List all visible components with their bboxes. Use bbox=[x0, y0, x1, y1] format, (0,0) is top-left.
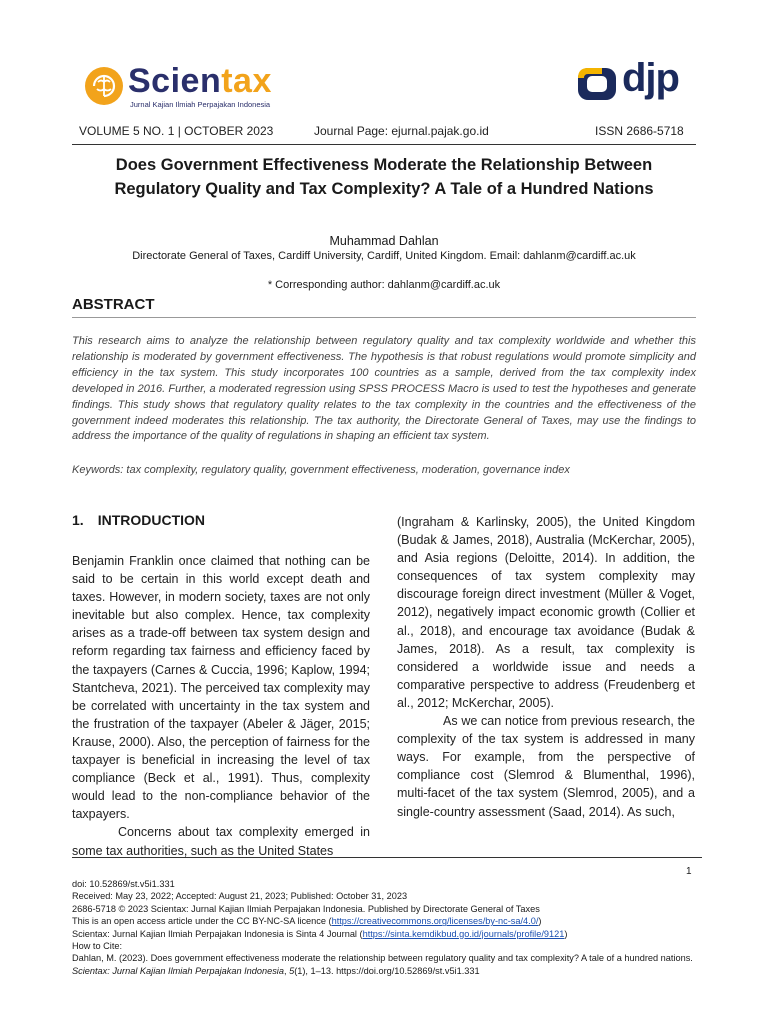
djp-emblem-icon bbox=[576, 64, 620, 102]
brain-icon bbox=[82, 64, 126, 108]
issn: ISSN 2686-5718 bbox=[595, 124, 684, 138]
author-affiliation: Directorate General of Taxes, Cardiff University, Cardiff, United Kingdom. Email: dahlanm@cardiff.ac.uk bbox=[132, 250, 636, 262]
corresponding-author: * Corresponding author: dahlanm@cardiff.ac.uk bbox=[267, 279, 501, 291]
keywords: Keywords: tax complexity, regulatory quality, government effectiveness, moderation, governance index bbox=[72, 464, 570, 476]
abstract-divider bbox=[72, 317, 696, 318]
doi: doi: 10.52869/st.v5i1.331 bbox=[72, 879, 175, 889]
license-link[interactable]: https://creativecommons.org/licenses/by-nc-sa/4.0/ bbox=[331, 916, 539, 927]
footer-divider bbox=[72, 857, 702, 858]
column-left bbox=[72, 552, 370, 860]
paragraph: (Ingraham & Karlinsky, 2005), the United Kingdom (Budak & James, 2018), Australia (McKerchar, 2005), and Asia regions (Deloitte, 2014). In addition, the consequences of tax system complexity may discourage foreign direct investment (Müller & Voget, 2012), negatively impact economic growth (Collier et al., 2018), and encourage tax avoidance (Budak & James, 2018). As a result, tax complexity is considered a worldwide issue and needs a comparative perspective to address (Freudenberg et al., 2012; McKerchar, 2005). bbox=[397, 515, 695, 710]
cite-label: How to Cite: bbox=[72, 941, 123, 952]
paragraph: Concerns about tax complexity emerged in some tax authorities, such as the United States bbox=[72, 825, 370, 858]
license-line: This is an open access article under the CC BY-NC-SA licence (https://creativecommons.org/licenses/by-nc-sa/4.0/) bbox=[72, 916, 542, 927]
abstract-text: This research aims to analyze the relationship between regulatory quality and tax complexity worldwide and whether this relationship is moderated by government effectiveness. The hypothesis is that robust regulations would promote simplicity and efficiency in the tax system. This study incorporates 100 countries as a sample, derived from the tax complexity index developed in 2016. Further, a moderated regression using SPSS PROCESS Macro is used to test the hypotheses and generate findings. This study shows that regulatory quality relates to the tax complexity in the countries and the effectiveness of the government indeed moderates this relationship. The tax authority, the Directorate General of Taxes, may use the findings to address the importance of the quality of regulations in shaping an efficient tax system. bbox=[72, 335, 696, 443]
column-right bbox=[397, 513, 695, 821]
djp-logo bbox=[576, 56, 686, 108]
paragraph: Benjamin Franklin once claimed that nothing can be said to be certain in this world except death and taxes. However, in modern society, taxes are not only inevitable but also complex. Hence, tax complexity arises as a trade-off between tax system design and reform regarding tax fairness and efficiency faced by the taxpayers (Carnes & Cuccia, 1996; Kaplow, 1994; Stantcheva, 2021). The perceived tax complexity may be correlated with uncertainty in the tax system and the frustration of the taxpayer (Abeler & Jäger, 2015; Krause, 2000). Also, the perception of fairness for the taxpayer is beneficial in increasing the level of tax compliance (Beck et al., 1991). Thus, complexity would lead to the non-compliance behavior of the taxpayers. bbox=[72, 554, 370, 822]
footer-notes bbox=[72, 878, 702, 977]
section-number: 1. bbox=[72, 512, 84, 528]
sinta-line: Scientax: Jurnal Kajian Ilmiah Perpajakan Indonesia is Sinta 4 Journal (https://sinta.kemdikbud.go.id/journals/profile/9121) bbox=[72, 928, 568, 939]
title-line-1: Does Government Effectiveness Moderate the Relationship Between bbox=[115, 156, 653, 174]
copyright: 2686-5718 © 2023 Scientax: Jurnal Kajian Ilmiah Perpajakan Indonesia. Published by Directorate General of Taxes bbox=[72, 903, 540, 914]
paragraph: As we can notice from previous research, the complexity of the tax system is addressed in many ways. For example, from the perspective of compliance cost (Slemrod & Blumenthal, 1996), multi-facet of the tax system (Slemrod, 2005), and a single-country assessment (Saad, 2014). As such, bbox=[397, 714, 695, 819]
header-divider bbox=[72, 144, 696, 145]
article-title bbox=[72, 153, 696, 201]
djp-wordmark: djp bbox=[622, 56, 679, 100]
section-heading-introduction bbox=[72, 512, 205, 528]
page-number: 1 bbox=[686, 866, 692, 877]
title-line-2: Regulatory Quality and Tax Complexity? A Tale of a Hundred Nations bbox=[114, 180, 654, 198]
scientax-wordmark: Scientax bbox=[128, 62, 272, 100]
citation: Dahlan, M. (2023). Does government effectiveness moderate the relationship between regulatory quality and tax complexity? A tale of a hundred nations. Scientax: Jurnal Kajian Ilmiah Perpajakan Indonesia, 5(1), 1–13. https://doi.org/10.52869/st.v5i1.331 bbox=[72, 953, 693, 976]
article-dates: Received: May 23, 2022; Accepted: August 21, 2023; Published: October 31, 2023 bbox=[72, 891, 408, 902]
sinta-link[interactable]: https://sinta.kemdikbud.go.id/journals/profile/9121 bbox=[362, 928, 565, 939]
scientax-logo bbox=[82, 64, 282, 112]
journal-page: Journal Page: ejurnal.pajak.go.id bbox=[314, 124, 489, 138]
author-name: Muhammad Dahlan bbox=[329, 234, 439, 248]
section-title: INTRODUCTION bbox=[97, 512, 206, 528]
scientax-subtitle: Jurnal Kajian Ilmiah Perpajakan Indonesia bbox=[130, 100, 271, 109]
abstract-heading: ABSTRACT bbox=[72, 296, 155, 313]
volume-info: VOLUME 5 NO. 1 | OCTOBER 2023 bbox=[79, 124, 274, 138]
